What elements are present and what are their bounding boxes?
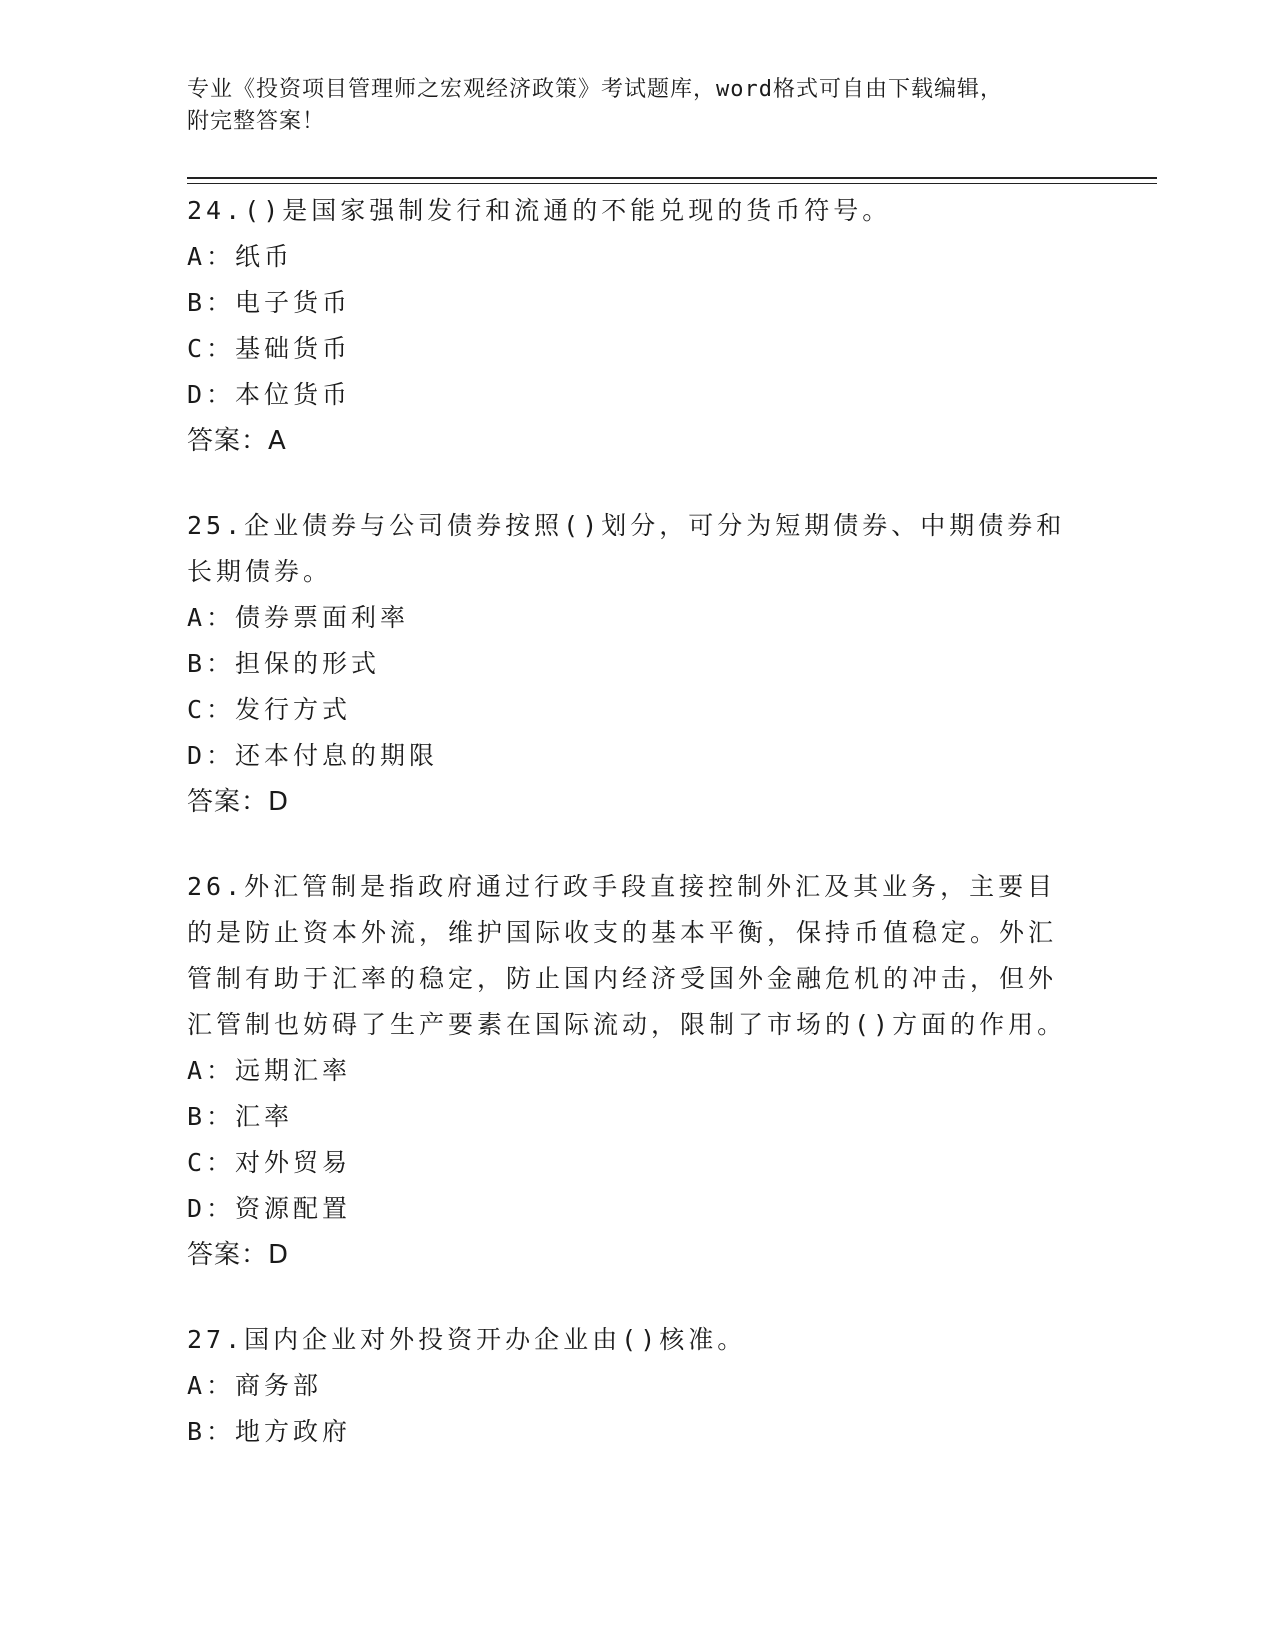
answer: 答案：D [187, 787, 290, 817]
option-b: B：地方政府 [187, 1417, 352, 1446]
option-b: B：电子货币 [187, 288, 352, 317]
question-stem: 27.国内企业对外投资开办企业由()核准。 [187, 1325, 747, 1354]
option-d: D：本位货币 [187, 380, 352, 409]
option-a: A：纸币 [187, 242, 294, 271]
question-stem: 25.企业债券与公司债券按照()划分，可分为短期债券、中期债券和长期债券。 [187, 511, 1066, 586]
option-c: C：基础货币 [187, 334, 352, 363]
option-d: D：资源配置 [187, 1194, 352, 1223]
header-line-2: 附完整答案！ [187, 109, 326, 134]
option-b: B：汇率 [187, 1102, 294, 1131]
question-stem: 24.()是国家强制发行和流通的不能兑现的货币符号。 [187, 196, 892, 225]
option-a: A：商务部 [187, 1371, 323, 1400]
document-header [187, 74, 1067, 138]
question-24 [187, 188, 1087, 464]
header-divider-thin [187, 183, 1157, 184]
option-d: D：还本付息的期限 [187, 741, 439, 770]
question-26 [187, 864, 1087, 1278]
answer: 答案：A [187, 426, 287, 456]
question-27 [187, 1317, 1087, 1455]
question-list [187, 188, 1087, 1494]
question-stem: 26.外汇管制是指政府通过行政手段直接控制外汇及其业务，主要目的是防止资本外流，维护国际收支的基本平衡，保持币值稳定。外汇管制有助于汇率的稳定，防止国内经济受国外金融危机的冲击，但外汇管制也妨碍了生产要素在国际流动，限制了市场的()方面的作用。 [187, 872, 1067, 1039]
question-25 [187, 503, 1087, 825]
header-divider-thick [187, 177, 1157, 179]
header-line-1: 专业《投资项目管理师之宏观经济政策》考试题库，word格式可自由下载编辑， [187, 77, 1003, 102]
option-b: B：担保的形式 [187, 649, 381, 678]
option-a: A：债券票面利率 [187, 603, 410, 632]
option-c: C：发行方式 [187, 695, 352, 724]
answer: 答案：D [187, 1240, 290, 1270]
option-c: C：对外贸易 [187, 1148, 352, 1177]
option-a: A：远期汇率 [187, 1056, 352, 1085]
